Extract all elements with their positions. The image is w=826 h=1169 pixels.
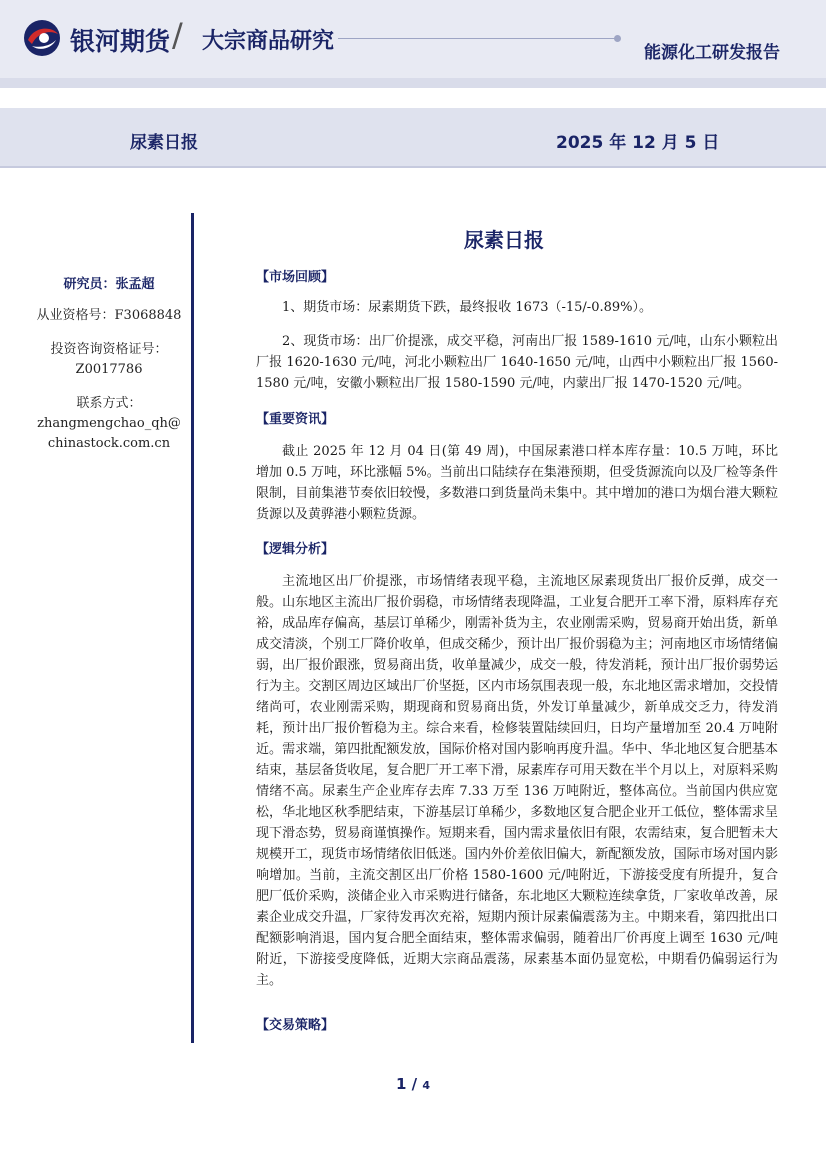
news-paragraph: 截止 2025 年 12 月 04 日(第 49 周)，中国尿素港口样本库存量：10.5 万吨，环比增加 0.5 万吨，环比涨幅 5%。当前出口陆续存在集港预期，但受货源流向以及厂检等条件限制，目前集港节奏依旧较慢，多数港口到货量尚未集中。其中增加的港口为烟台港大颗粒货源以及黄骅港小颗粒货源。 (256, 444, 778, 522)
email-line-2[interactable]: chinastock.com.cn (47, 436, 171, 451)
department-name: 大宗商品研究 (202, 29, 335, 54)
document-title: 尿素日报 (464, 228, 544, 252)
header-rule-dot (614, 35, 621, 42)
analysis-heading (256, 539, 778, 560)
header-stripe (0, 78, 826, 88)
advisory-number: Z0017786 (75, 362, 143, 377)
analyst-name: 研究员：张孟超 (63, 277, 155, 292)
section-heading: 【市场回顾】 (256, 270, 335, 285)
current-page: 1 (395, 1075, 407, 1093)
page-separator: / (406, 1075, 423, 1093)
news-heading (256, 409, 778, 430)
section-heading: 【重要资讯】 (256, 412, 335, 427)
advisory-label: 投资咨询资格证号： (50, 342, 168, 357)
sidebar-divider (191, 213, 194, 1043)
contact-label: 联系方式： (76, 396, 142, 411)
galaxy-logo-icon (22, 18, 62, 58)
report-date: 2025 年 12 月 5 日 (556, 133, 720, 153)
band-title: 尿素日报 (130, 133, 198, 153)
strategy-heading (256, 1015, 778, 1036)
market-review-heading (256, 267, 778, 288)
header-slash: / (172, 16, 183, 54)
analysis-paragraph: 主流地区出厂价提涨，市场情绪表现平稳，主流地区尿素现货出厂报价反弹，成交一般。山东地区主流出厂报价弱稳，市场情绪表现降温，工业复合肥开工率下滑，原料库存充裕，成品库存偏高，基层订单稀少，刚需补货为主，农业刚需采购，贸易商开始出货，新单成交清淡，个别工厂降价收单，但成交稀少，预计出厂报价弱稳为主；河南地区市场情绪偏弱，出厂报价跟涨，贸易商出货，收单量减少，成交一般，待发消耗，预计出厂报价弱势运行为主。交割区周边区域出厂价坚挺，区内市场氛围表现一般，东北地区需求增加，交投情绪尚可，农业刚需采购，期现商和贸易商出货，外发订单量减少，新单成交乏力，待发消耗，预计出厂报价暂稳为主。综合来看，检修装置陆续回归，日均产量增加至 20.4 万吨附近。需求端，第四批配额发放，国际价格对国内影响再度升温。华中、华北地区复合肥基本结束，基层备货收尾，复合肥厂开工率下滑，尿素库存可用天数在半个月以上，对原料采购情绪不高。尿素生产企业库存去库 7.33 万至 136 万吨附近，整体高位。当前国内供应宽松，华北地区秋季肥结束，下游基层订单稀少，多数地区复合肥企业开工低位，整体需求呈现下滑态势，贸易商谨慎操作。短期来看，国内需求量依旧有限，农需结束，复合肥暂未大规模开工，现货市场情绪依旧低迷。国内外价差依旧偏大，新配额发放，国际市场对国内影响增加。当前，主流交割区出厂价格 1580-1600 元/吨附近，下游接受度有所提升，复合肥厂低价采购，淡储企业入市采购进行储备，东北地区大颗粒连续拿货，厂家收单改善，尿素企业成交升温，厂家待发再次充裕，短期内预计尿素偏震荡为主。中期来看，第四批出口配额影响消退，国内复合肥全面结束，整体需求偏弱，随着出厂价再度上调至 1630 元/吨附近，下游接受度降低，近期大宗商品震荡，尿素基本面仍显宽松，中期看仍偏弱运行为主。 (256, 574, 778, 988)
page-number (0, 1075, 826, 1093)
license-number: 从业资格号：F3068848 (36, 308, 182, 323)
report-type: 能源化工研发报告 (644, 43, 780, 63)
spot-paragraph: 2、现货市场：出厂价提涨，成交平稳，河南出厂报 1589-1610 元/吨，山东小颗粒出厂报 1620-1630 元/吨，河北小颗粒出厂 1640-1650 元/吨，山西中小颗粒出厂报 1560-1580 元/吨，安徽小颗粒出厂报 1580-1590 元/吨，内蒙出厂报 1470-1520 元/吨。 (256, 334, 778, 391)
futures-paragraph: 1、期货市场：尿素期货下跌，最终报收 1673（-15/-0.89%）。 (282, 300, 652, 315)
section-heading: 【交易策略】 (256, 1018, 335, 1033)
total-pages: 4 (422, 1079, 431, 1092)
header-rule (338, 38, 618, 39)
brand-name: 银河期货 (70, 27, 171, 56)
email-line-1[interactable]: zhangmengchao_qh@ (37, 416, 181, 431)
section-heading: 【逻辑分析】 (256, 542, 335, 557)
